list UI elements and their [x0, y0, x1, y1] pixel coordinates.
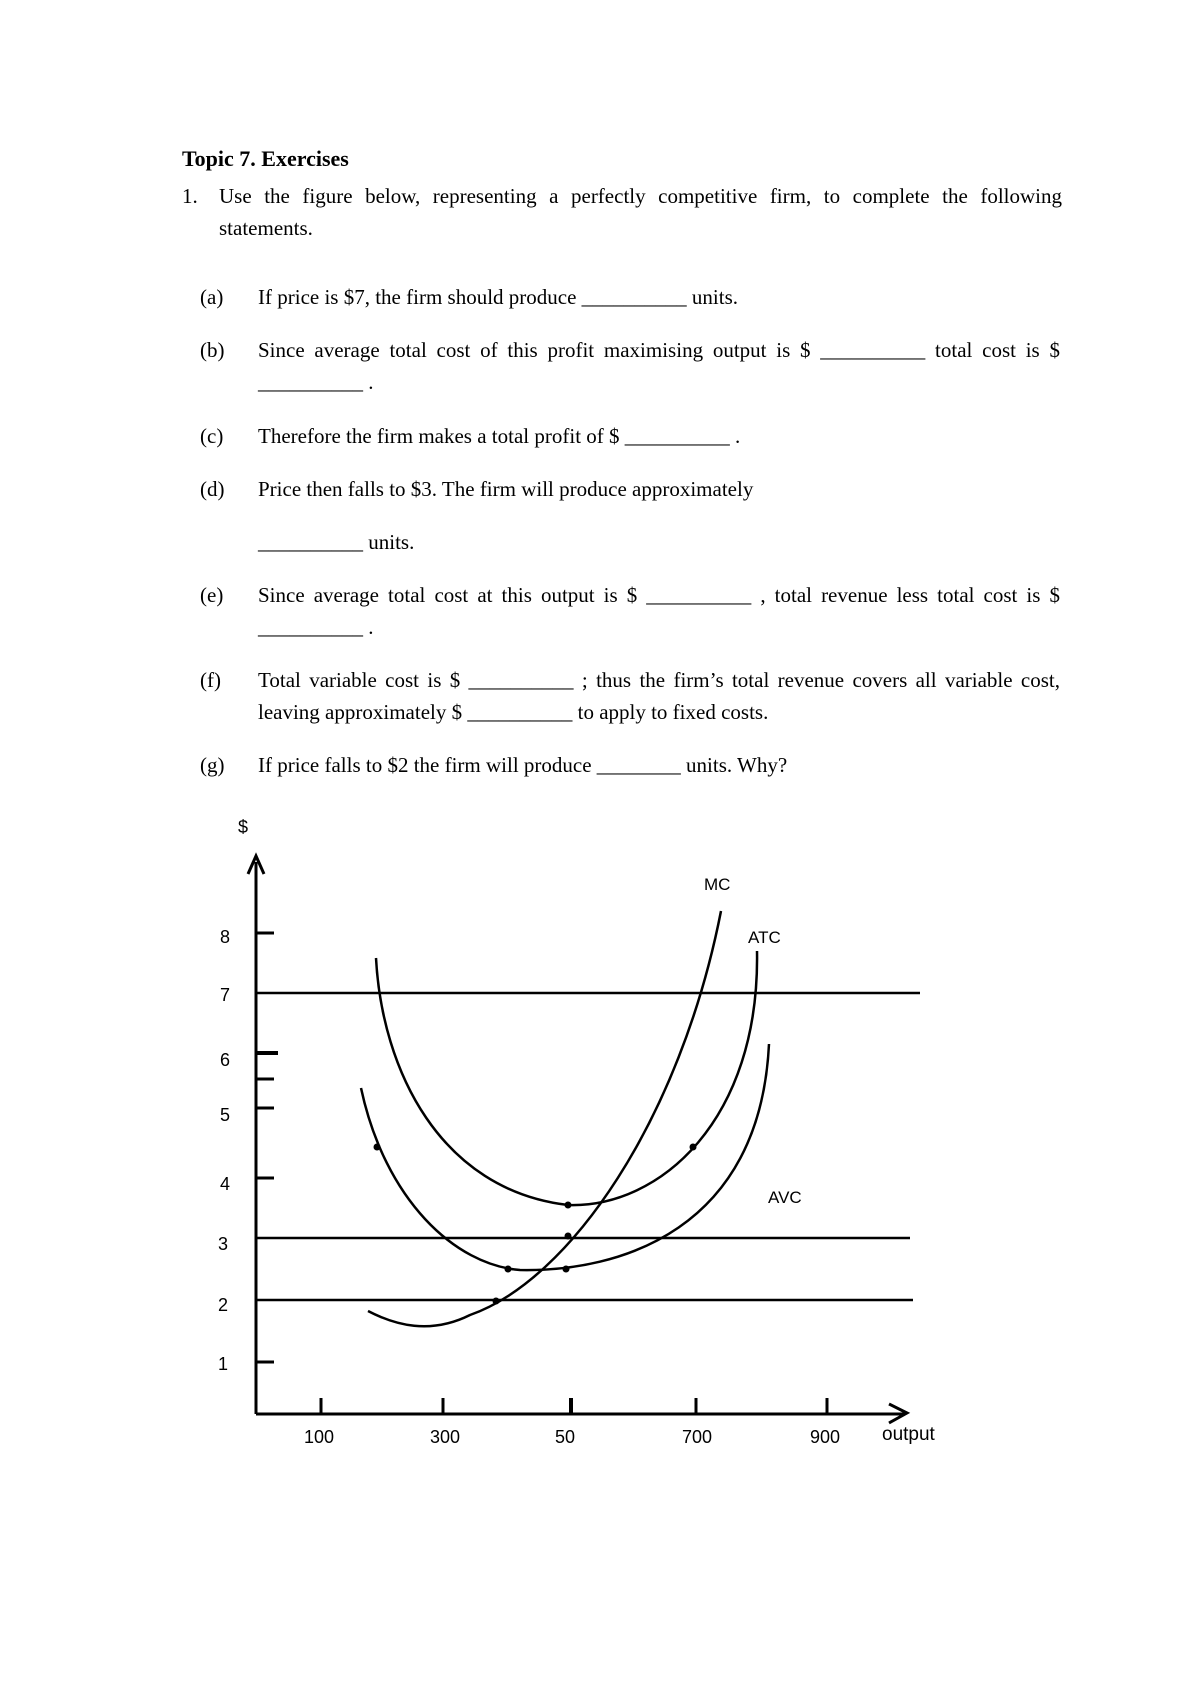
y-axis-label: $ — [238, 817, 249, 837]
item-text: Since average total cost of this profit maximising output is $ __________ total cost is $ __________ . — [258, 338, 1060, 394]
x-tick-label: 300 — [430, 1427, 461, 1447]
item-label: (e) — [200, 583, 224, 607]
atc-curve — [376, 951, 757, 1205]
x-tick-label: 50 — [555, 1427, 576, 1447]
curve-point — [565, 1233, 572, 1240]
x-tick-label: 700 — [682, 1427, 713, 1447]
question-text: Use the figure below, representing a perfectly competitive firm, to complete the following statements. — [219, 184, 1062, 240]
item-text: __________ units. — [258, 530, 415, 554]
y-tick-label: 7 — [220, 985, 231, 1005]
avc-label: AVC — [768, 1188, 802, 1207]
y-tick-label: 3 — [218, 1234, 229, 1254]
curve-point — [505, 1266, 512, 1273]
y-tick-label: 2 — [218, 1295, 229, 1315]
curve-point — [493, 1298, 500, 1305]
x-tick-label: 100 — [304, 1427, 335, 1447]
item-text: Since average total cost at this output is $ __________ , total revenue less total cost is $ __________ . — [258, 583, 1060, 639]
question-number: 1. — [182, 184, 198, 208]
item-text: If price falls to $2 the firm will produce ________ units. Why? — [258, 753, 788, 777]
item-label: (a) — [200, 285, 224, 309]
item-text: Therefore the firm makes a total profit of $ __________ . — [258, 424, 741, 448]
curve-point — [690, 1144, 697, 1151]
item-text: Price then falls to $3. The firm will produce approximately — [258, 477, 754, 501]
y-tick-label: 1 — [218, 1354, 229, 1374]
x-tick-label: 900 — [810, 1427, 841, 1447]
item-label: (d) — [200, 477, 225, 501]
x-axis-label: output — [882, 1424, 935, 1445]
item-label: (b) — [200, 338, 225, 362]
mc-curve — [368, 911, 721, 1326]
item-text: Total variable cost is $ __________ ; thus the firm’s total revenue covers all variable cost, leaving approximately $ __________ to apply to fixed costs. — [258, 668, 1060, 724]
atc-label: ATC — [748, 928, 781, 947]
y-tick-label: 8 — [220, 927, 231, 947]
mc-label: MC — [704, 875, 731, 894]
item-text: If price is $7, the firm should produce __________ units. — [258, 285, 739, 309]
curve-point — [565, 1202, 572, 1209]
y-tick-label: 4 — [220, 1174, 231, 1194]
curve-point — [374, 1144, 381, 1151]
page-title: Topic 7. Exercises — [182, 146, 349, 171]
item-label: (f) — [200, 668, 221, 692]
item-label: (g) — [200, 753, 225, 777]
item-label: (c) — [200, 424, 224, 448]
curve-point — [563, 1266, 570, 1273]
y-tick-label: 5 — [220, 1105, 231, 1125]
y-tick-label: 6 — [220, 1050, 231, 1070]
